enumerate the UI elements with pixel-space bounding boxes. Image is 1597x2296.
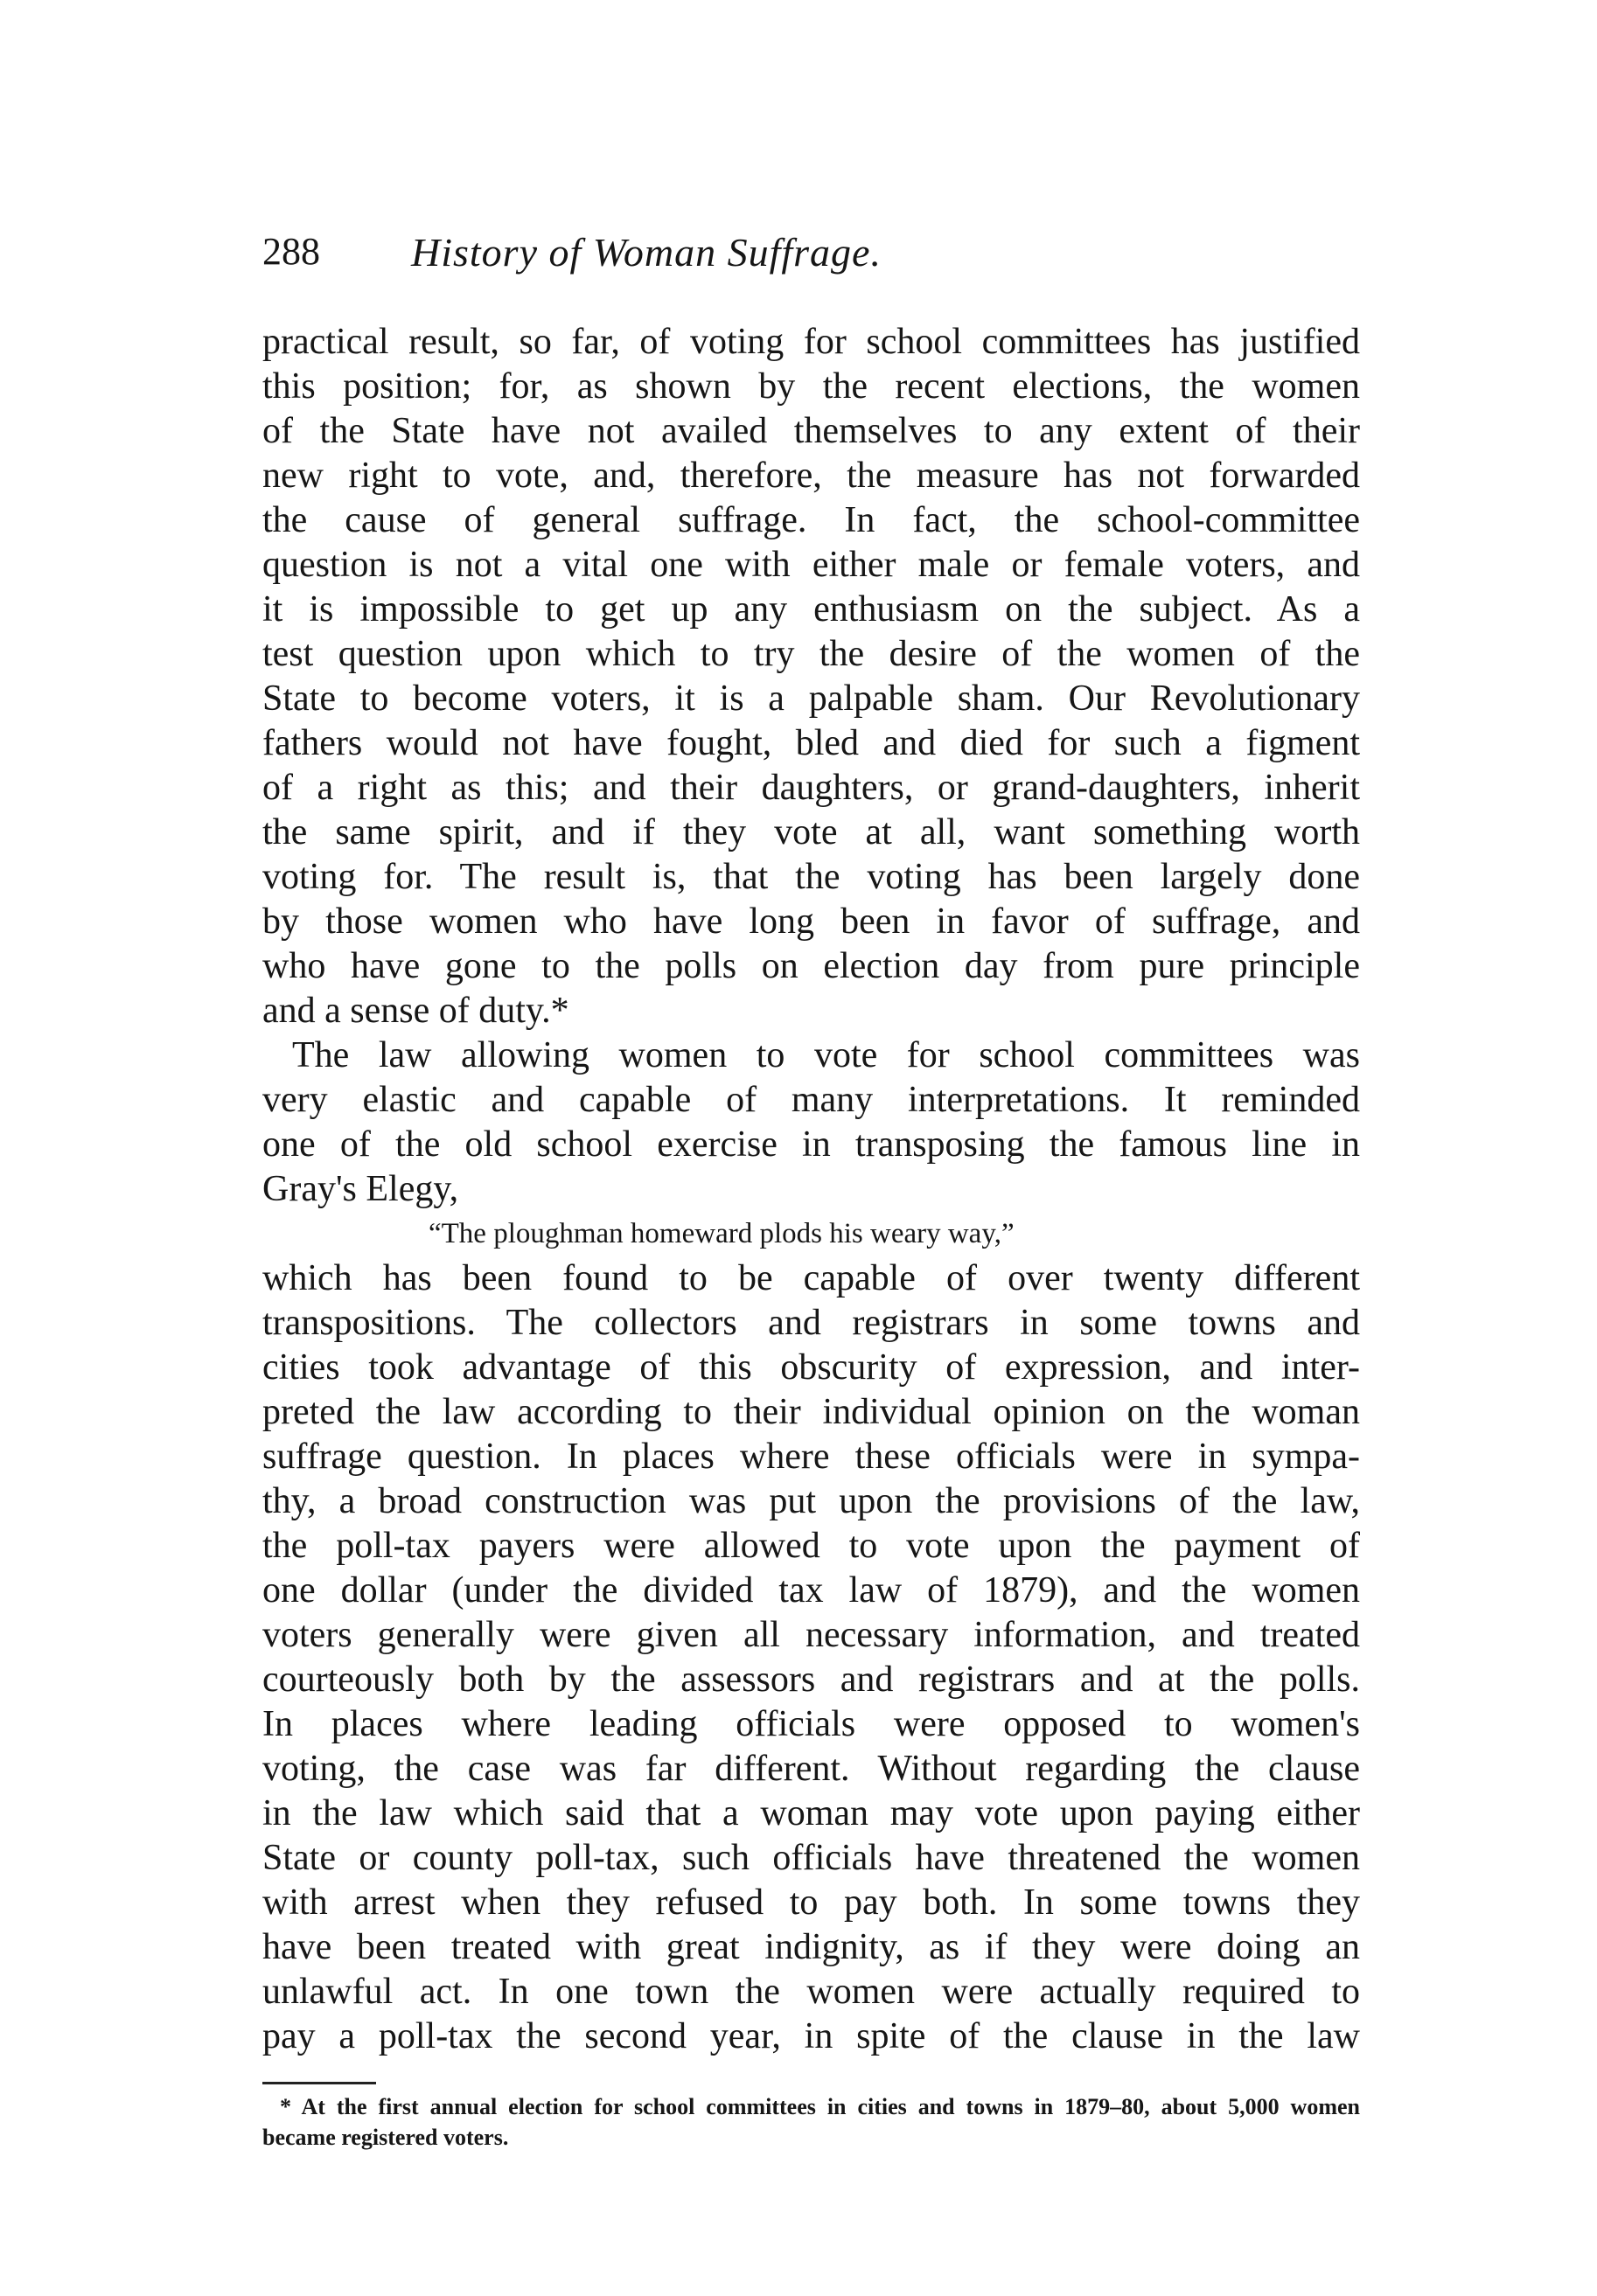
text-line: transpositions. The collectors and registrars in some towns and — [262, 1303, 1360, 1343]
body-text — [262, 320, 1360, 2059]
text-line: this position; for, as shown by the recent elections, the women — [262, 366, 1360, 407]
text-line: State or county poll-tax, such officials have threatened the women — [262, 1838, 1360, 1878]
text-line: the poll-tax payers were allowed to vote upon the payment of — [262, 1526, 1360, 1566]
text-line: one dollar (under the divided tax law of 1879), and the women — [262, 1570, 1360, 1611]
text-line: State to become voters, it is a palpable sham. Our Revolutionary — [262, 678, 1360, 719]
text-line: thy, a broad construction was put upon the provisions of the law, — [262, 1481, 1360, 1521]
text-line: fathers would not have fought, bled and died for such a figment — [262, 723, 1360, 763]
text-line: voters generally were given all necessary information, and treated — [262, 1615, 1360, 1655]
page-number: 288 — [262, 230, 320, 273]
text-line: which has been found to be capable of over twenty different — [262, 1258, 1360, 1298]
text-line: preted the law according to their individual opinion on the woman — [262, 1392, 1360, 1432]
text-line: very elastic and capable of many interpretations. It reminded — [262, 1080, 1360, 1120]
text-line: Gray's Elegy, — [262, 1169, 459, 1209]
footnote-line: became registered voters. — [262, 2125, 509, 2150]
text-line: pay a poll-tax the second year, in spite of the clause in the law — [262, 2016, 1360, 2056]
footnote-rule — [262, 2082, 376, 2084]
text-line: the same spirit, and if they vote at all, want something worth — [262, 812, 1360, 852]
text-line: cities took advantage of this obscurity of expression, and inter- — [262, 1347, 1360, 1388]
text-line: of a right as this; and their daughters, or grand-daughters, inherit — [262, 768, 1360, 808]
text-line: have been treated with great indignity, as if they were doing an — [262, 1927, 1360, 1967]
text-line: with arrest when they refused to pay both. In some towns they — [262, 1882, 1360, 1923]
quotation-line: “The ploughman homeward plods his weary way,” — [429, 1218, 1015, 1249]
text-line: courteously both by the assessors and registrars and at the polls. — [262, 1659, 1360, 1700]
text-line: it is impossible to get up any enthusiasm on the subject. As a — [262, 589, 1360, 630]
text-line: of the State have not availed themselves to any extent of their — [262, 411, 1360, 451]
text-line: In places where leading officials were opposed to women's — [262, 1704, 1360, 1744]
footnote — [262, 2091, 1360, 2153]
text-line: one of the old school exercise in transposing the famous line in — [262, 1124, 1360, 1165]
text-line: the cause of general suffrage. In fact, the school-committee — [262, 500, 1360, 540]
text-line: question is not a vital one with either male or female voters, and — [262, 545, 1360, 585]
text-line: voting for. The result is, that the voting has been largely done — [262, 857, 1360, 897]
text-line: by those women who have long been in favor of suffrage, and — [262, 901, 1360, 942]
text-line: The law allowing women to vote for school committees was — [292, 1035, 1360, 1075]
running-header — [262, 229, 1360, 282]
running-title: History of Woman Suffrage. — [411, 230, 882, 275]
text-line: practical result, so far, of voting for school committees has justified — [262, 322, 1360, 362]
text-line: in the law which said that a woman may vote upon paying either — [262, 1793, 1360, 1833]
text-line: voting, the case was far different. Without regarding the clause — [262, 1749, 1360, 1789]
text-line: new right to vote, and, therefore, the measure has not forwarded — [262, 456, 1360, 496]
text-line: suffrage question. In places where these officials were in sympa- — [262, 1437, 1360, 1477]
text-line: who have gone to the polls on election day from pure principle — [262, 946, 1360, 986]
footnote-line: * At the first annual election for school committees in cities and towns in 1879–80, about 5,000 women — [280, 2094, 1360, 2119]
text-line: and a sense of duty.* — [262, 991, 569, 1031]
text-line: unlawful act. In one town the women were actually required to — [262, 1972, 1360, 2012]
text-line: test question upon which to try the desire of the women of the — [262, 634, 1360, 674]
